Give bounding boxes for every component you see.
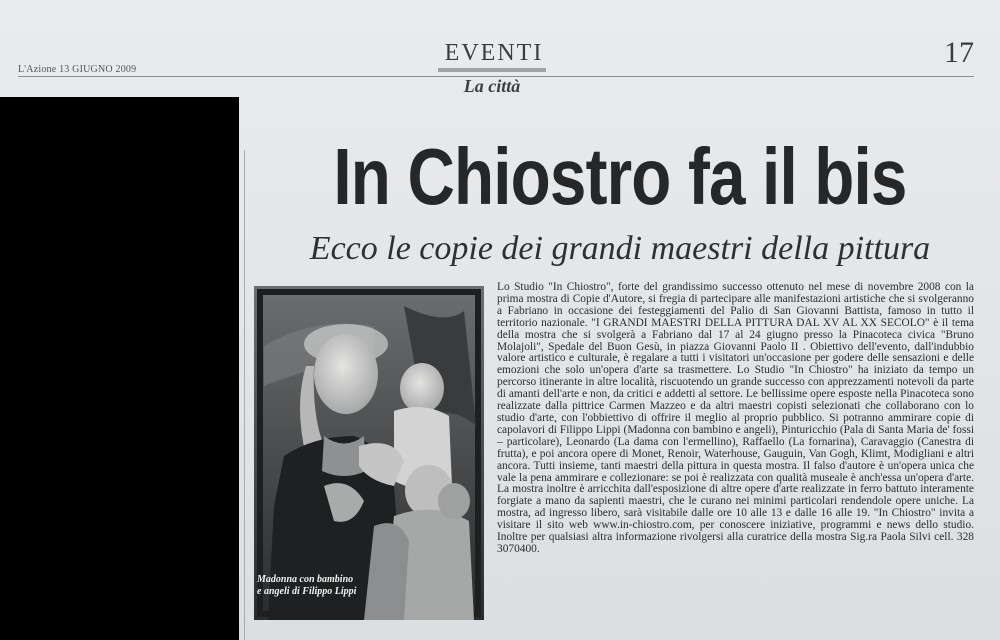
article-headline: In Chiostro fa il bis bbox=[333, 132, 907, 221]
madonna-painting-illustration bbox=[254, 286, 484, 620]
redacted-area bbox=[0, 97, 239, 640]
column-rule bbox=[244, 150, 245, 640]
page-number: 17 bbox=[944, 36, 974, 69]
section-title: EVENTI bbox=[444, 40, 544, 66]
section-underline bbox=[438, 68, 546, 72]
article-subheadline: Ecco le copie dei grandi maestri della pittura bbox=[309, 230, 931, 267]
subsection-title: La città bbox=[463, 76, 521, 96]
article-body: Lo Studio "In Chiostro", forte del grandissimo successo ottenuto nel mese di novembre 2008 con la prima mostra di Copie d'Autore, si fregia di partecipare alle manifestazioni artistiche che si svolgeranno a Fabriano in occasione dei festeggiamenti del Palio di San Giovanni Battista, famoso in tutto il territorio nazionale. "I GRANDI MAESTRI DELLA PITTURA DAL XV AL XX SECOLO" è il tema della mostra che si svolgerà a Fabriano dal 17 al 24 giugno presso la Pinacoteca civica "Bruno Molajoli", Spedale del Buon Gesù, in piazza Giovanni Paolo II . Obiettivo dell'evento, dall'indubbio valore artistico e culturale, è regalare a tutti i visitatori un'occasione per godere delle sensazioni e delle emozioni che solo un'opera d'arte sa trasmettere. Lo Studio "In Chiostro" ha iniziato da tempo un percorso itinerante in altre località, riscuotendo un grande successo con apprezzamenti notevoli da parte di amanti dell'arte e non, da critici e addetti al settore. Le bellissime opere esposte nella Pinacoteca sono realizzate dalla pittrice Carmen Mazzeo e da altri maestri copisti selezionati che collaborano con lo studio d'arte, con l'obbiettivo di offrire il meglio al proprio pubblico. Si potranno ammirare copie di capolavori di Filippo Lippi (Madonna con bambino e angeli), Pinturicchio (Pala di Santa Maria de' fossi – particolare), Leonardo (La dama con l'ermellino), Raffaello (La fornarina), Caravaggio (Canestra di frutta), e poi ancora opere di Monet, Renoir, Waterhouse, Gauguin, Van Gogh, Klimt, Modigliani e altri ancora. Tutti insieme, tanti maestri della pittura in questa mostra. Il falso d'autore è un'opera unica che vale la pena ammirare e collezionare: se poi è realizzata con qualità museale è anch'essa un'opera d'arte. La mostra inoltre è arricchita dall'esposizione di altre opere d'arte realizzate in ferro battuto interamente forgiate a mano da sapienti maestri, che le curano nei minimi particolari rendendole opere uniche. La mostra, ad ingresso libero, sarà visitabile dalle ore 10 alle 13 e dalle 16 alle 19. "In Chiostro" invita a visitare il sito web www.in-chiostro.com, per conoscere iniziative, programmi e news dello studio. Inoltre per qualsiasi altra informazione rivolgersi alla curatrice della mostra Sig.ra Paola Silvi cell. 328 3070400. bbox=[497, 281, 974, 555]
article-photo bbox=[254, 286, 484, 620]
issue-date: L'Azione 13 GIUGNO 2009 bbox=[18, 64, 137, 75]
photo-caption-box bbox=[254, 572, 359, 620]
photo-caption: Madonna con bambino e angeli di Filippo Lippi bbox=[257, 574, 357, 597]
